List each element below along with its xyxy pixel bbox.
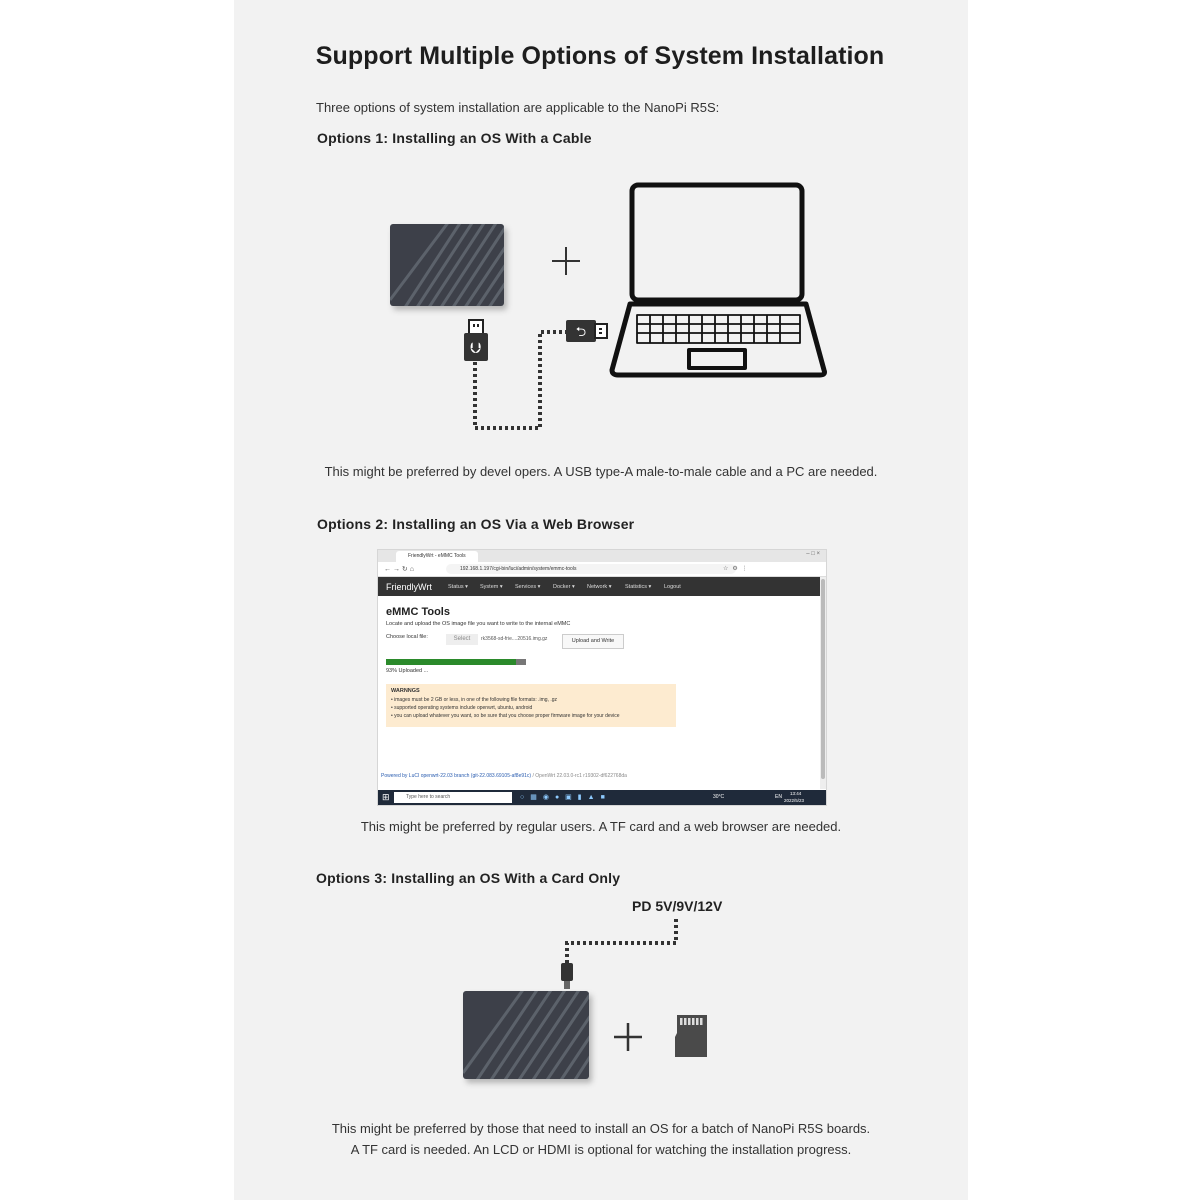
warning-item: • supported operating systems include openwrt, ubuntu, android bbox=[391, 705, 533, 711]
taskbar-date: 2022/5/23 bbox=[784, 798, 805, 803]
nav-system[interactable]: System ▾ bbox=[480, 584, 503, 590]
nav-status[interactable]: Status ▾ bbox=[448, 584, 468, 590]
taskbar-weather: 30°C bbox=[713, 794, 725, 800]
option2-caption: This might be preferred by regular users. A TF card and a web browser are needed. bbox=[360, 819, 842, 834]
emmc-title: eMMC Tools bbox=[386, 606, 450, 618]
windows-taskbar bbox=[378, 790, 826, 805]
window-controls-icon[interactable]: – □ × bbox=[806, 551, 820, 557]
footer-link[interactable]: Powered by LuCI openwrt-22.03 branch (git-22.083.69105-af8e91c) bbox=[381, 773, 532, 779]
taskbar-time: 13:44 bbox=[790, 791, 802, 796]
laptop-icon bbox=[612, 185, 825, 375]
plus-icon bbox=[614, 1023, 642, 1051]
power-cable bbox=[567, 919, 676, 963]
taskbar-app-icons[interactable]: ○▦◉●▣▮▲■ bbox=[520, 794, 611, 801]
upload-progress-text: 93% Uploaded ... bbox=[386, 668, 429, 674]
browser-tab-bar bbox=[378, 550, 826, 562]
option3-caption bbox=[234, 1118, 968, 1160]
nanopi-device-icon bbox=[390, 220, 510, 312]
address-bar[interactable] bbox=[446, 564, 736, 574]
scrollbar[interactable] bbox=[820, 577, 826, 789]
choose-file-label: Choose local file: bbox=[386, 634, 428, 640]
emmc-description: Locate and upload the OS image file you want to write to the internal eMMC bbox=[386, 621, 571, 627]
nav-statistics[interactable]: Statistics ▾ bbox=[625, 584, 652, 590]
usb-plug-icon bbox=[566, 320, 607, 342]
option3-illustration bbox=[455, 915, 725, 1090]
option3-heading: Options 3: Installing an OS With a Card Only bbox=[316, 870, 621, 886]
power-label: PD 5V/9V/12V bbox=[632, 898, 723, 914]
usb-c-plug-icon bbox=[561, 963, 573, 989]
browser-toolbar bbox=[378, 562, 826, 577]
nav-arrows-icon[interactable]: ← → ↻ ⌂ bbox=[384, 566, 414, 573]
warnings-title: WARNNGS bbox=[391, 688, 420, 694]
page-title: Support Multiple Options of System Installation bbox=[315, 42, 885, 70]
option3-caption-line: A TF card is needed. An LCD or HDMI is optional for watching the installation progress. bbox=[350, 1142, 852, 1157]
browser-tab[interactable] bbox=[396, 551, 478, 562]
nav-docker[interactable]: Docker ▾ bbox=[553, 584, 575, 590]
taskbar-search-placeholder: Type here to search bbox=[406, 794, 451, 800]
scrollbar-thumb[interactable] bbox=[821, 579, 825, 779]
taskbar-language: EN bbox=[775, 794, 782, 800]
select-file-button[interactable]: Select bbox=[446, 634, 478, 645]
browser-tab-title: FriendlyWrt - eMMC Tools bbox=[408, 553, 466, 559]
nanopi-device-icon bbox=[463, 987, 595, 1083]
svg-text:⮋: ⮋ bbox=[470, 340, 482, 357]
usb-cable bbox=[475, 332, 570, 428]
warning-item: • images must be 2 GB or less, in one of the following file formats: .img, .gz bbox=[391, 697, 557, 703]
luci-footer bbox=[381, 773, 627, 779]
svg-text:⮌: ⮌ bbox=[575, 324, 587, 339]
warning-item: • you can upload whatever you want, so be sure that you choose proper firmware image for your device bbox=[391, 713, 620, 719]
tf-card-icon bbox=[675, 1015, 707, 1057]
warnings-box bbox=[386, 684, 676, 727]
footer-version: / OpenWrt 22.03.0-rc1 r19302-df622768da bbox=[532, 773, 627, 779]
upload-progress-fill bbox=[386, 659, 516, 665]
address-text: 192.168.1.197/cgi-bin/luci/admin/system/emmc-tools bbox=[460, 566, 577, 572]
option2-heading: Options 2: Installing an OS Via a Web Browser bbox=[317, 516, 635, 532]
browser-screenshot bbox=[377, 549, 827, 806]
luci-brand[interactable]: FriendlyWrt bbox=[386, 582, 432, 592]
option3-caption-line: This might be preferred by those that need to install an OS for a batch of NanoPi R5S boards. bbox=[331, 1121, 871, 1136]
option1-heading: Options 1: Installing an OS With a Cable bbox=[317, 130, 592, 146]
taskbar-search[interactable] bbox=[394, 792, 512, 803]
nav-services[interactable]: Services ▾ bbox=[515, 584, 541, 590]
plus-icon bbox=[552, 247, 580, 275]
option1-illustration bbox=[380, 170, 840, 445]
upload-progress-bar bbox=[386, 659, 526, 665]
nav-network[interactable]: Network ▾ bbox=[587, 584, 612, 590]
windows-start-icon[interactable]: ⊞ bbox=[382, 792, 390, 802]
browser-toolbar-icons[interactable]: ☆⚙⋮ bbox=[723, 566, 752, 572]
option1-caption: This might be preferred by devel opers. A USB type-A male-to-male cable and a PC are needed. bbox=[324, 464, 878, 479]
luci-nav-bar bbox=[378, 577, 820, 596]
intro-text: Three options of system installation are applicable to the NanoPi R5S: bbox=[316, 100, 720, 115]
selected-filename: rk3568-sd-frie....20516.img.gz bbox=[481, 636, 548, 642]
usb-plug-icon bbox=[464, 320, 488, 361]
upload-write-button[interactable]: Upload and Write bbox=[562, 634, 624, 649]
nav-logout[interactable]: Logout bbox=[664, 584, 681, 590]
